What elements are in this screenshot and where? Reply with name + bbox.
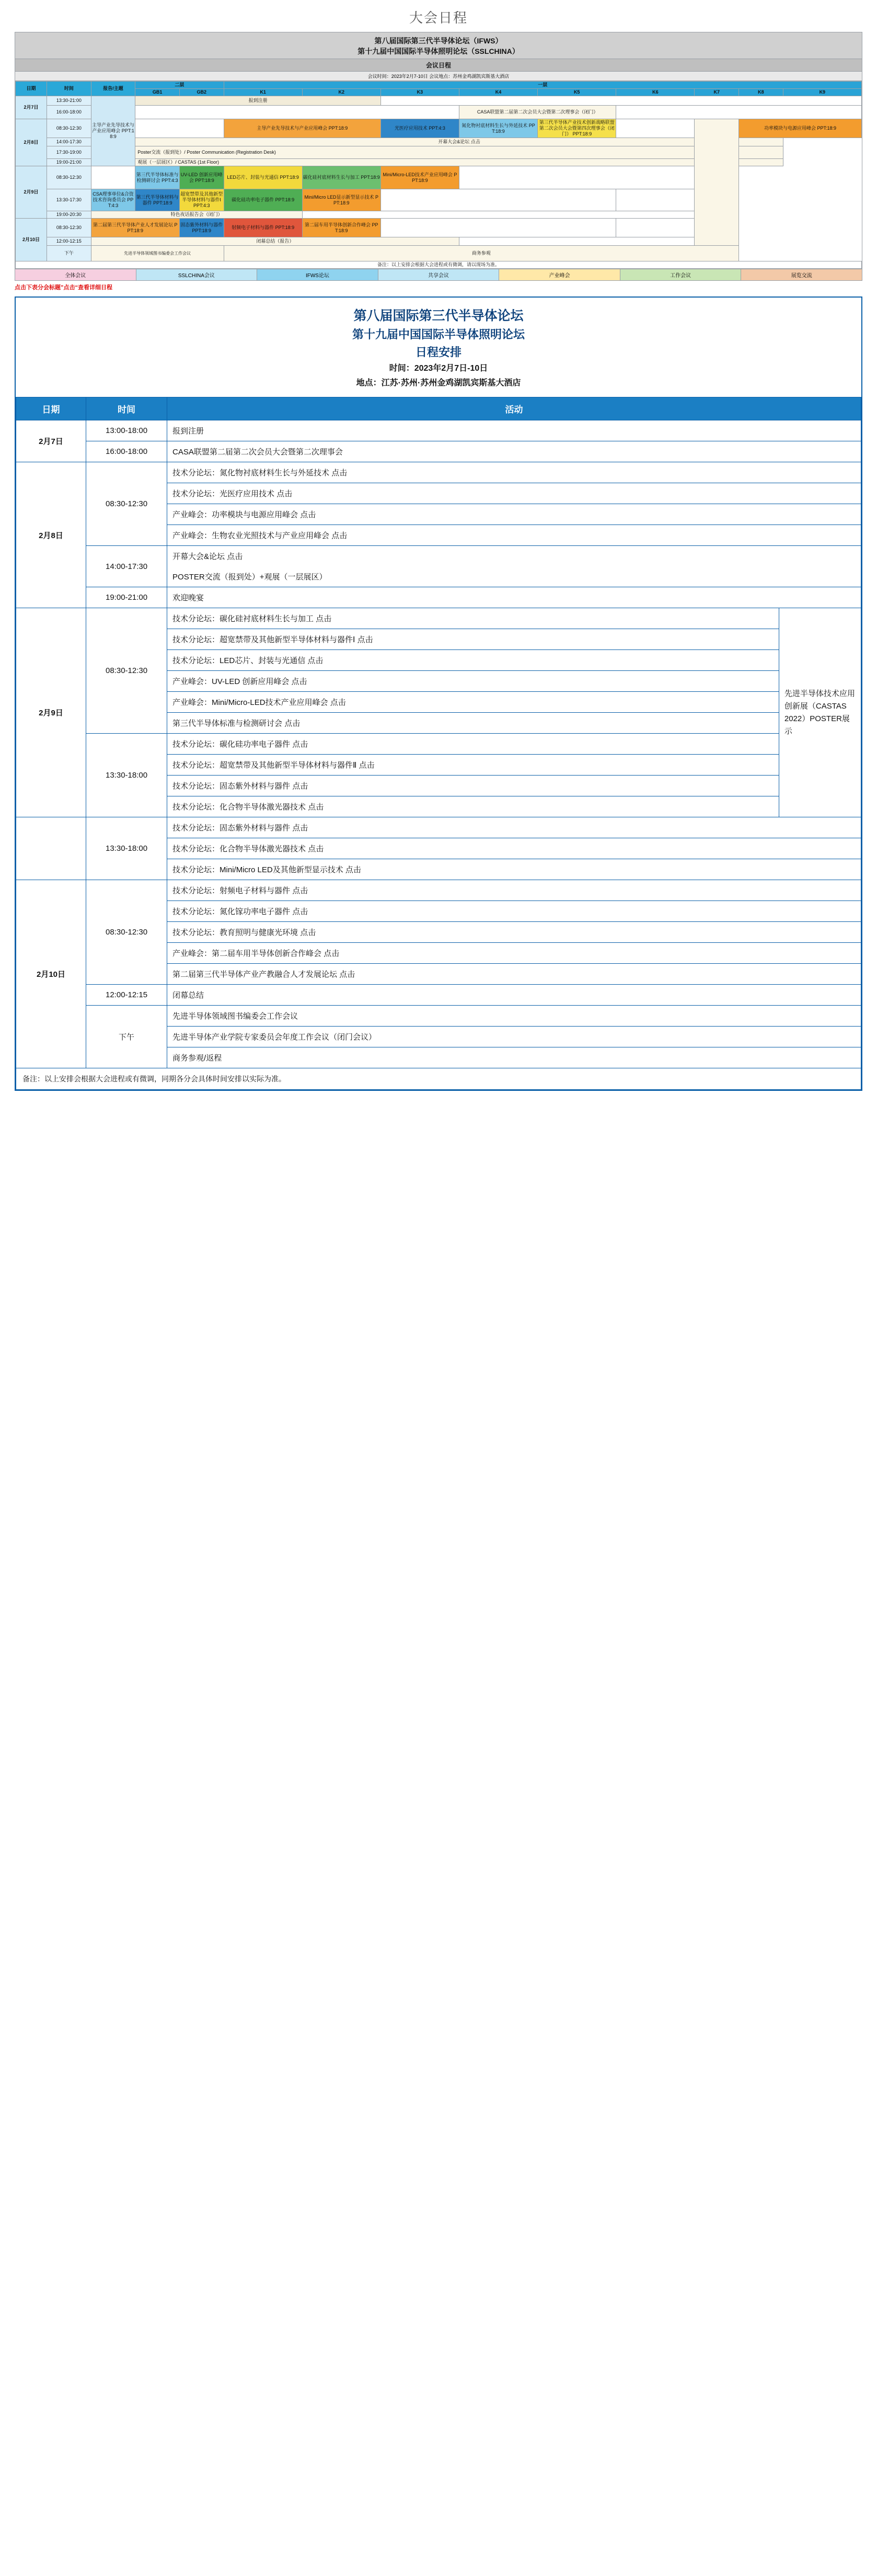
- detail-item-0210-3[interactable]: 技术分论坛：教育照明与健康光环境 点击: [167, 922, 861, 943]
- detail-item-0209-3[interactable]: 技术分论坛：LED芯片、封装与光通信 点击: [167, 650, 779, 671]
- gantt-time-0208-1: 08:30-12:30: [47, 119, 91, 138]
- detail-title-3: 日程安排: [415, 346, 461, 359]
- gantt-cell-0209-sicpower[interactable]: 碳化硅功率电子器件 PPT:18:9: [224, 189, 302, 211]
- gantt-cell-0210-tour[interactable]: 商务参观: [224, 246, 738, 261]
- detail-time-0209-morning: 08:30-12:30: [86, 608, 167, 734]
- detail-col-date: 日期: [16, 397, 86, 420]
- detail-item-0210-1[interactable]: 技术分论坛：射频电子材料与器件 点击: [167, 880, 861, 901]
- subcol-k5: K5: [538, 89, 616, 96]
- legend-plenary: 全体会议: [15, 269, 136, 280]
- detail-time-0208-morning: 08:30-12:30: [86, 462, 167, 546]
- gantt-cell-0210-closing[interactable]: 闭幕总结（报告）: [91, 237, 459, 246]
- gantt-time-0208-3: 17:30-19:00: [47, 146, 91, 159]
- detail-footer-note: 备注：以上安排会根据大会进程或有微调，同期各分会具体时间安排以实际为准。: [16, 1068, 861, 1090]
- overview-header: [15, 32, 862, 59]
- detail-item-cont-2[interactable]: 技术分论坛：化合物半导体激光器技术 点击: [167, 838, 861, 859]
- detail-item-0210-8[interactable]: 商务参观/返程: [167, 1047, 861, 1068]
- detail-item-0209-2[interactable]: 技术分论坛：超宽禁带及其他新型半导体材料与器件Ⅰ 点击: [167, 629, 779, 650]
- detail-place-line: 地点：江苏·苏州·苏州金鸡湖凯宾斯基大酒店: [356, 379, 521, 387]
- legend-industry: 产业峰会: [499, 269, 620, 280]
- detail-time-0207-2: 16:00-18:00: [86, 441, 167, 462]
- detail-side-note: 先进半导体技术应用创新展（CASTAS 2022）POSTER展示: [779, 608, 861, 817]
- gantt-cell-0209-uvled[interactable]: UV-LED 创新应用峰会 PPT:18:9: [179, 166, 224, 189]
- gantt-cell-0209-mat[interactable]: 第三代半导体材料与器件 PPT:18:9: [135, 189, 180, 211]
- legend-shared: 共享会议: [378, 269, 500, 280]
- detail-item-0209-8[interactable]: 技术分论坛：超宽禁带及其他新型半导体材料与器件Ⅱ 点击: [167, 755, 779, 776]
- detail-item-0208-opening[interactable]: 开幕大会&论坛 点击: [167, 546, 861, 567]
- gantt-cell-0209-csa[interactable]: CSA理事单位&合资技术咨询委员会 PPT:4:3: [91, 189, 135, 211]
- page-root: [0, 0, 877, 1091]
- detail-item-0210-2[interactable]: 技术分论坛：氮化镓功率电子器件 点击: [167, 901, 861, 922]
- gantt-cell-0208-lead[interactable]: 主导产业先导技术与产业应用峰会 PPT:18:9: [224, 119, 380, 138]
- detail-item-0209-6[interactable]: 第三代半导体标准与检测研讨会 点击: [167, 713, 779, 734]
- gantt-cell-casa-meeting[interactable]: CASA联盟第二届第二次会员大会暨第二次理事会（闭门）: [459, 106, 616, 119]
- gantt-cell-0209-sic[interactable]: 碳化硅衬底材料生长与加工 PPT:18:9: [302, 166, 380, 189]
- gantt-cell-0210-uvmat[interactable]: 固态紫外材料与器件 PPT:18:9: [179, 219, 224, 237]
- col-floor2: 二层: [135, 82, 224, 89]
- gantt-cell-0209-standard[interactable]: 第三代半导体标准与检测研讨会 PPT:4:3: [135, 166, 180, 189]
- gantt-time-0208-2: 14:00-17:30: [47, 138, 91, 146]
- overview-table: [15, 81, 862, 269]
- detail-item-0210-4[interactable]: 产业峰会：第二届车用半导体创新合作峰会 点击: [167, 943, 861, 964]
- gantt-date-0210: 2月10日: [16, 219, 47, 261]
- gantt-time-0209-3: 19:00-20:30: [47, 211, 91, 219]
- gantt-cell-0210-rf[interactable]: 射频电子材料与器件 PPT:18:9: [224, 219, 302, 237]
- gantt-blank-0209a: [91, 166, 135, 189]
- detail-item-0209-1[interactable]: 技术分论坛：碳化硅衬底材料生长与加工 点击: [167, 608, 779, 629]
- detail-schedule: [15, 297, 862, 1091]
- gantt-blank-0207b: [135, 106, 459, 119]
- gantt-cell-0209-night[interactable]: 特色夜话报告会（闭门）: [91, 211, 302, 219]
- gantt-cell-0210-talent[interactable]: 第二届第三代半导体产业人才发展论坛 PPT:18:9: [91, 219, 179, 237]
- gantt-time-0210-3: 下午: [47, 246, 91, 261]
- detail-time-continuation: 13:30-18:00: [86, 817, 167, 880]
- gantt-time-0210-1: 08:30-12:30: [47, 219, 91, 237]
- detail-item-cont-1[interactable]: 技术分论坛：固态紫外材料与器件 点击: [167, 817, 861, 838]
- detail-item-0210-closing[interactable]: 闭幕总结: [167, 985, 861, 1006]
- subcol-k1: K1: [224, 89, 302, 96]
- gantt-blank-0208b: [616, 119, 695, 138]
- gantt-cell-0208-alliance[interactable]: 第三代半导体产业技术创新战略联盟第二次会员大会暨第四次理事会（闭门） PPT:18:9: [538, 119, 616, 138]
- detail-day-continuation: [16, 817, 86, 880]
- gantt-blank-0209d: [302, 211, 695, 219]
- gantt-cell-0209-mini[interactable]: Mini/Micro-LED技术产业应用峰会 PPT:18:9: [380, 166, 459, 189]
- detail-col-time: 时间: [86, 397, 167, 420]
- detail-item-0209-4[interactable]: 产业峰会：UV-LED 创新应用峰会 点击: [167, 671, 779, 692]
- page-title: 大会日程: [409, 10, 468, 26]
- detail-title-2: 第十九届中国国际半导体照明论坛: [352, 328, 525, 341]
- overview-band: 会议日程: [15, 59, 862, 72]
- col-topic: 报告/主题: [91, 82, 135, 96]
- gantt-date-0209: 2月9日: [16, 166, 47, 219]
- overview-schedule-grid: [15, 32, 862, 269]
- detail-item-0208-1[interactable]: 技术分论坛：氮化物衬底材料生长与外延技术 点击: [167, 462, 861, 483]
- gantt-cell-0208-exhibit[interactable]: 观展（一层展区）/ CASTAS (1st Floor): [135, 159, 783, 166]
- subcol-k4: K4: [459, 89, 537, 96]
- detail-item-0208-banquet[interactable]: 欢迎晚宴: [167, 587, 861, 608]
- gantt-time-0207-1: 13:30-21:00: [47, 96, 91, 106]
- detail-item-cont-3[interactable]: 技术分论坛：Mini/Micro LED及其他新型显示技术 点击: [167, 859, 861, 880]
- gantt-blank-0208a: [135, 119, 224, 138]
- gantt-registration: 主导产业先导技术与产业应用峰会 PPT:18:9: [91, 96, 135, 166]
- gantt-cell-0208-gan[interactable]: 氮化物衬底材料生长与外延技术 PPT:18:9: [459, 119, 537, 138]
- detail-item-0208-poster[interactable]: POSTER交流（报到处）+观展（一层展区）: [167, 566, 861, 587]
- detail-time-0210-closing: 12:00-12:15: [86, 985, 167, 1006]
- gantt-time-0209-1: 08:30-12:30: [47, 166, 91, 189]
- detail-col-activity: 活动: [167, 397, 861, 420]
- subcol-k6: K6: [616, 89, 695, 96]
- gantt-cell-0207-reg[interactable]: 报到注册: [135, 96, 381, 106]
- detail-time-0207-1: 13:00-18:00: [86, 420, 167, 441]
- overview-legend: [15, 269, 862, 281]
- gantt-time-0208-4: 19:00-21:00: [47, 159, 91, 166]
- detail-item-0209-7[interactable]: 技术分论坛：碳化硅功率电子器件 点击: [167, 734, 779, 755]
- gantt-date-0207: 2月7日: [16, 96, 47, 119]
- detail-item-0209-10[interactable]: 技术分论坛：化合物半导体激光器技术 点击: [167, 796, 779, 817]
- gantt-cell-0210-books[interactable]: 先进半导体领域图书编委会工作会议: [91, 246, 224, 261]
- detail-time-0210-afternoon: 下午: [86, 1006, 167, 1068]
- detail-item-0210-7[interactable]: 先进半导体产业学院专家委员会年度工作会议（闭门会议）: [167, 1027, 861, 1047]
- subcol-gb1: GB1: [135, 89, 180, 96]
- gantt-cell-0208-photomed[interactable]: 光医疗应用技术 PPT:4:3: [380, 119, 459, 138]
- detail-table: [16, 397, 861, 1068]
- overview-title-line2: 第十九届中国国际半导体照明论坛（SSLCHINA）: [357, 47, 520, 55]
- detail-day-0209: 2月9日: [16, 608, 86, 817]
- col-floor1: 一层: [224, 82, 861, 89]
- gantt-blank-0210a: [380, 219, 616, 237]
- gantt-time-0207-2: 16:00-18:00: [47, 106, 91, 119]
- gantt-cell-0208-power[interactable]: 功率模块与电源应用峰会 PPT:18:9: [739, 119, 862, 138]
- detail-title-1: 第八届国际第三代半导体论坛: [353, 309, 524, 323]
- detail-item-registration[interactable]: 报到注册: [167, 420, 861, 441]
- detail-title-block: [16, 298, 861, 397]
- gantt-cell-0210-auto[interactable]: 第二届车用半导体创新合作峰会 PPT:18:9: [302, 219, 380, 237]
- subcol-k8: K8: [739, 89, 783, 96]
- detail-time-0210-morning: 08:30-12:30: [86, 880, 167, 985]
- detail-time-0208-evening: 19:00-21:00: [86, 587, 167, 608]
- click-instruction: 点击下表分会标题”点击“查看详细日程: [15, 284, 112, 291]
- detail-day-0208: 2月8日: [16, 462, 86, 608]
- detail-time-0208-afternoon: 14:00-17:30: [86, 546, 167, 587]
- gantt-cell-0209-display[interactable]: Mini/Micro LED显示新型显示技术 PPT:18:9: [302, 189, 380, 211]
- gantt-time-0210-2: 12:00-12:15: [47, 237, 91, 246]
- overview-note: 备注：以上安排会根据大会进程或有微调，请以现场为准。: [16, 261, 862, 269]
- legend-exhibit: 展览交流: [741, 269, 862, 280]
- gantt-blank-0209c: [380, 189, 616, 211]
- detail-item-0210-5[interactable]: 第二届第三代半导体产业产教融合人才发展论坛 点击: [167, 964, 861, 985]
- detail-item-0209-5[interactable]: 产业峰会：Mini/Micro-LED技术产业应用峰会 点击: [167, 692, 779, 713]
- subcol-k9: K9: [783, 89, 861, 96]
- gantt-cell-0208-poster[interactable]: Poster交流（报到处）/ Poster Communication (Registration Desk): [135, 146, 783, 159]
- overview-title-line1: 第八届国际第三代半导体论坛（IFWS）: [374, 37, 503, 45]
- gantt-blank-0207a: [380, 96, 861, 106]
- detail-item-casa-meeting[interactable]: CASA联盟第二届第二次会员大会暨第二次理事会: [167, 441, 861, 462]
- legend-work: 工作会议: [620, 269, 742, 280]
- subcol-gb2: GB2: [179, 89, 224, 96]
- gantt-cell-0209-wbg1[interactable]: 超宽禁带及其他新型半导体材料与器件Ⅰ PPT:4:3: [179, 189, 224, 211]
- detail-item-0208-4[interactable]: 产业峰会：生物农业光照技术与产业应用峰会 点击: [167, 525, 861, 546]
- col-time: 时间: [47, 82, 91, 96]
- gantt-time-0209-2: 13:30-17:30: [47, 189, 91, 211]
- subcol-k2: K2: [302, 89, 380, 96]
- detail-item-0208-3[interactable]: 产业峰会：功率模块与电源应用峰会 点击: [167, 504, 861, 525]
- detail-item-0209-9[interactable]: 技术分论坛：固态紫外材料与器件 点击: [167, 776, 779, 796]
- subcol-k3: K3: [380, 89, 459, 96]
- detail-item-0208-2[interactable]: 技术分论坛：光医疗应用技术 点击: [167, 483, 861, 504]
- legend-ifws: IFWS论坛: [257, 269, 378, 280]
- gantt-blank-0207c: [616, 106, 862, 119]
- overview-meta: 会议时间：2023年2月7-10日 会议地点：苏州金鸡湖凯宾斯基大酒店: [15, 72, 862, 81]
- detail-day-0207: 2月7日: [16, 420, 86, 462]
- detail-item-0210-6[interactable]: 先进半导体领域图书编委会工作会议: [167, 1006, 861, 1027]
- gantt-date-0208: 2月8日: [16, 119, 47, 166]
- detail-time-0209-afternoon: 13:30-18:00: [86, 734, 167, 817]
- detail-time-line: 时间：2023年2月7日-10日: [389, 364, 488, 373]
- gantt-blank-0210b: [459, 237, 694, 246]
- col-date: 日期: [16, 82, 47, 96]
- gantt-cell-0208-opening[interactable]: 开幕大会&论坛 点击: [135, 138, 783, 146]
- gantt-blank-0209b: [459, 166, 694, 189]
- subcol-k7: K7: [695, 89, 739, 96]
- legend-sslchina: SSLCHINA会议: [136, 269, 258, 280]
- detail-day-0210: 2月10日: [16, 880, 86, 1068]
- gantt-cell-0209-ledchip[interactable]: LED芯片、封装与光通信 PPT:18:9: [224, 166, 302, 189]
